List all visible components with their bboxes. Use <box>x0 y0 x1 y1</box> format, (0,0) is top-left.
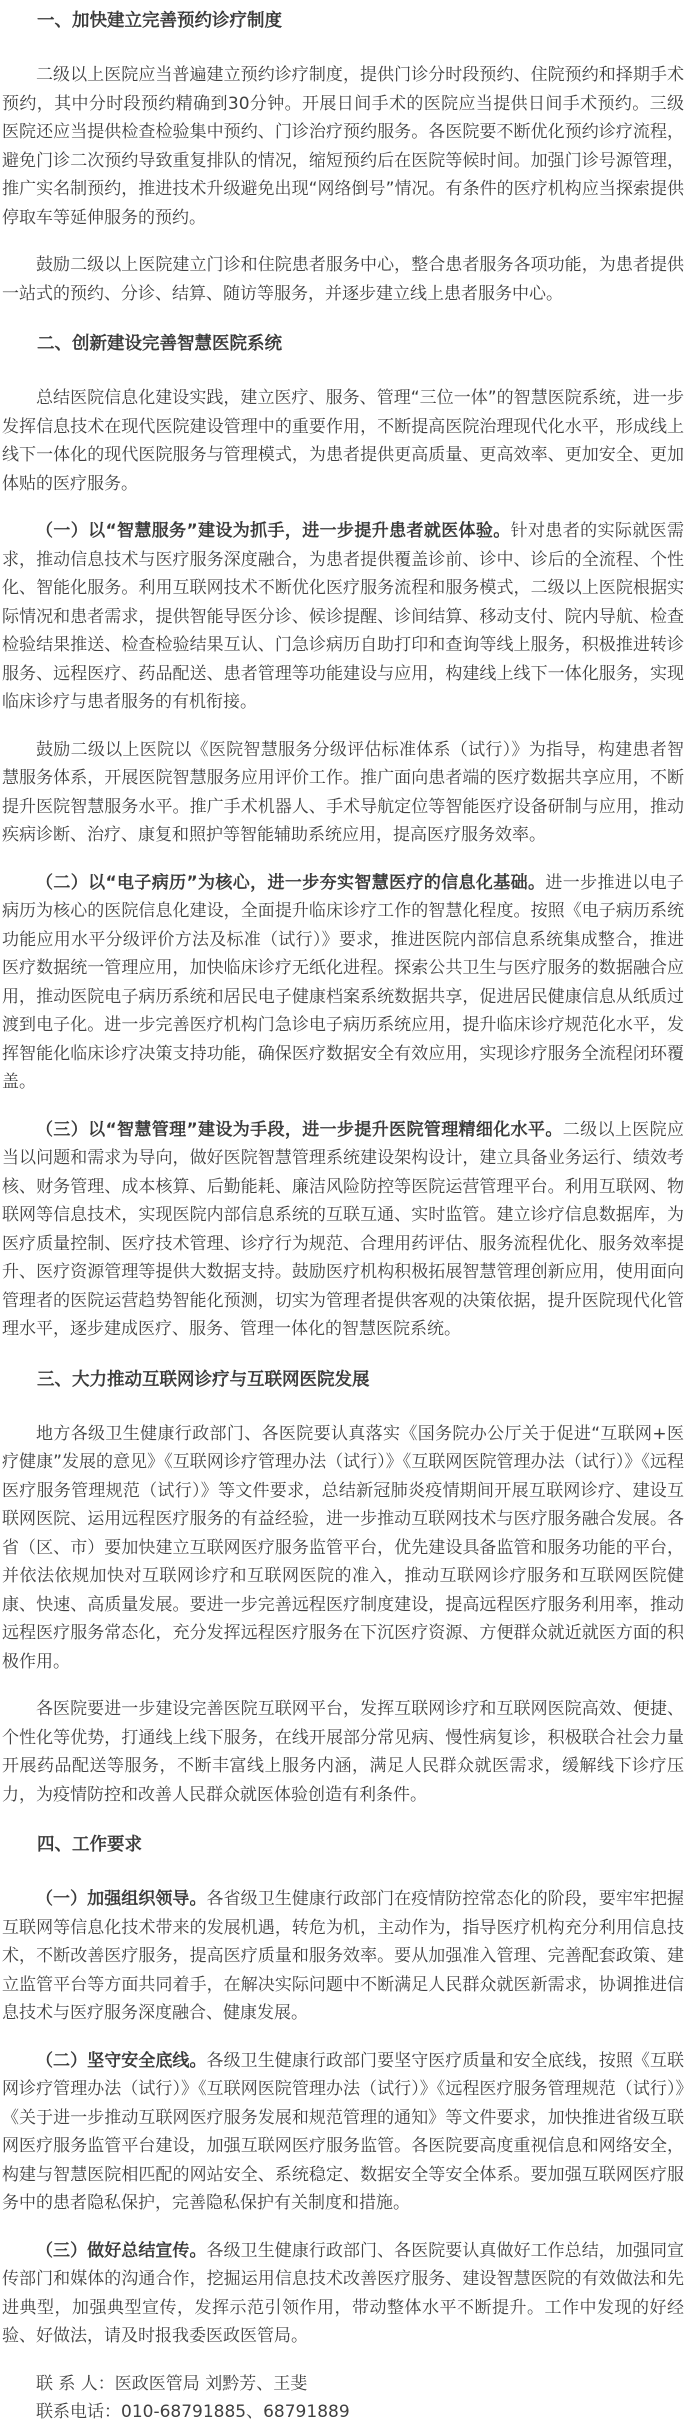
paragraph-lead: （三）做好总结宣传。 <box>36 2240 207 2261</box>
section-heading: 四、工作要求 <box>37 1835 142 1855</box>
paragraph: 二级以上医院应当普遍建立预约诊疗制度，提供门诊分时段预约、住院预约和择期手术预约，其中分时段预约精确到30分钟。开展日间手术的医院应当提供日间手术预约。三级医院还应当提供检查检验集中预约、门诊治疗预约服务。各医院要不断优化预约诊疗流程，避免门诊二次预约导致重复排队的情况，缩短预约后在医院等候时间。加强门诊号源管理，推广实名制预约，推进技术升级避免出现“网络倒号”情况。有条件的医疗机构应当探索提供停取车等延伸服务的预约。 <box>2 65 684 228</box>
section-heading: 一、加快建立完善预约诊疗制度 <box>37 11 282 31</box>
contact-phone-line: 联系电话：010-68791885、68791889 <box>36 2402 350 2422</box>
paragraph-lead: （二）以“电子病历”为核心，进一步夯实智慧医疗的信息化基础。 <box>36 872 546 893</box>
paragraph-lead: （三）以“智慧管理”建设为手段，进一步提升医院管理精细化水平。 <box>36 1119 563 1140</box>
paragraph-lead: （二）坚守安全底线。 <box>36 2050 207 2071</box>
paragraph: 鼓励二级以上医院建立门诊和住院患者服务中心，整合患者服务各项功能，为患者提供一站式的预约、分诊、结算、随访等服务，并逐步建立线上患者服务中心。 <box>2 255 684 304</box>
paragraph-lead: （一）加强组织领导。 <box>36 1889 207 1909</box>
section-heading: 二、创新建设完善智慧医院系统 <box>37 334 282 354</box>
paragraph-lead: （一）以“智慧服务”建设为抓手，进一步提升患者就医体验。 <box>36 521 511 541</box>
section-heading: 三、大力推动互联网诊疗与互联网医院发展 <box>37 1369 370 1390</box>
document-body <box>2 7 684 2351</box>
paragraph: （三）以“智慧管理”建设为手段，进一步提升医院管理精细化水平。二级以上医院应当以问题和需求为导向，做好医院智慧管理系统建设架构设计，建立具备业务运行、绩效考核、财务管理、成本核算、后勤能耗、廉洁风险防控等医院运营管理平台。利用互联网、物联网等信息技术，实现医院内部信息系统的互联互通、实时监管。建立诊疗信息数据库，为医疗质量控制、医疗技术管理、诊疗行为规范、合理用药评估、服务流程优化、服务效率提升、医疗资源管理等提供大数据支持。鼓励医疗机构积极拓展智慧管理创新应用，使用面向管理者的医院运营趋势智能化预测，切实为管理者提供客观的决策依据，提升医院现代化管理水平，逐步建成医疗、服务、管理一体化的智慧医院系统。 <box>2 1119 684 1339</box>
paragraph: 总结医院信息化建设实践，建立医疗、服务、管理“三位一体”的智慧医院系统，进一步发挥信息技术在现代医院建设管理中的重要作用，不断提高医院治理现代化水平，形成线上线下一体化的现代医院服务与管理模式，为患者提供更高质量、更高效率、更加安全、更加体贴的医疗服务。 <box>2 388 684 494</box>
paragraph: （一）以“智慧服务”建设为抓手，进一步提升患者就医体验。针对患者的实际就医需求，推动信息技术与医疗服务深度融合，为患者提供覆盖诊前、诊中、诊后的全流程、个性化、智能化服务。利用互联网技术不断优化医疗服务流程和服务模式，二级以上医院根据实际情况和患者需求，提供智能导医分诊、候诊提醒、诊间结算、移动支付、院内导航、检查检验结果推送、检查检验结果互认、门急诊病历自助打印和查询等线上服务，积极推进转诊服务、远程医疗、药品配送、患者管理等功能建设与应用，构建线上线下一体化服务，实现临床诊疗与患者服务的有机衔接。 <box>2 521 684 712</box>
paragraph: （一）加强组织领导。各省级卫生健康行政部门在疫情防控常态化的阶段，要牢牢把握互联网等信息化技术带来的发展机遇，转危为机，主动作为，指导医疗机构充分利用信息技术，不断改善医疗服务，提高医疗质量和服务效率。要从加强准入管理、完善配套政策、建立监管平台等方面共同着手，在解决实际问题中不断满足人民群众就医新需求，协调推进信息技术与医疗服务深度融合、健康发展。 <box>2 1889 685 2023</box>
paragraph: 各医院要进一步建设完善医院互联网平台，发挥互联网诊疗和互联网医院高效、便捷、个性化等优势，打通线上线下服务，在线开展部分常见病、慢性病复诊，积极联合社会力量开展药品配送等服务，不断丰富线上服务内涵，满足人民群众就医需求，缓解线下诊疗压力，为疫情防控和改善人民群众就医体验创造有利条件。 <box>2 1699 684 1805</box>
contact-person-line: 联 系 人：医政医管局 刘黔芳、王斐 <box>36 2373 308 2394</box>
paragraph: （三）做好总结宣传。各级卫生健康行政部门、各医院要认真做好工作总结，加强同宣传部门和媒体的沟通合作，挖掘运用信息技术改善医疗服务、建设智慧医院的有效做法和先进典型，加强典型宣传，发挥示范引领作用，带动整体水平不断提升。工作中发现的好经验、好做法，请及时报我委医政医管局。 <box>2 2240 685 2346</box>
paragraph: （二）坚守安全底线。各级卫生健康行政部门要坚守医疗质量和安全底线，按照《互联网诊疗管理办法（试行）》《互联网医院管理办法（试行）》《远程医疗服务管理规范（试行）》《关于进一步推动互联网医疗服务发展和规范管理的通知》等文件要求，加快推进省级互联网医疗服务监管平台建设，加强互联网医疗服务监管。各医院要高度重视信息和网络安全，构建与智慧医院相匹配的网站安全、系统稳定、数据安全等安全体系。要加强互联网医疗服务中的患者隐私保护，完善隐私保护有关制度和措施。 <box>2 2050 685 2213</box>
paragraph: 地方各级卫生健康行政部门、各医院要认真落实《国务院办公厅关于促进“互联网+医疗健康”发展的意见》《互联网诊疗管理办法（试行）》《互联网医院管理办法（试行）》《远程医疗服务管理规范（试行）》等文件要求，总结新冠肺炎疫情期间开展互联网诊疗、建设互联网医院、运用远程医疗服务的有益经验，进一步推动互联网技术与医疗服务融合发展。各省（区、市）要加快建立互联网医疗服务监管平台，优先建设具备监管和服务功能的平台，并依法依规加快对互联网诊疗和互联网医院的准入，推动互联网诊疗服务和互联网医院健康、快速、高质量发展。要进一步完善远程医疗制度建设，提高远程医疗服务利用率，推动远程医疗服务常态化，充分发挥远程医疗服务在下沉医疗资源、方便群众就近就医方面的积极作用。 <box>2 1423 684 1672</box>
paragraph: 鼓励二级以上医院以《医院智慧服务分级评估标准体系（试行）》为指导，构建患者智慧服务体系，开展医院智慧服务应用评价工作。推广面向患者端的医疗数据共享应用，不断提升医院智慧服务水平。推广手术机器人、手术导航定位等智能医疗设备研制与应用，推动疾病诊断、治疗、康复和照护等智能辅助系统应用，提高医疗服务效率。 <box>2 739 684 845</box>
paragraph: （二）以“电子病历”为核心，进一步夯实智慧医疗的信息化基础。进一步推进以电子病历为核心的医院信息化建设，全面提升临床诊疗工作的智慧化程度。按照《电子病历系统功能应用水平分级评价方法及标准（试行）》要求，推进医院内部信息系统集成整合，推进医疗数据统一管理应用，加快临床诊疗无纸化进程。探索公共卫生与医疗服务的数据融合应用，推动医院电子病历系统和居民电子健康档案系统数据共享，促进居民健康信息从纸质过渡到电子化。进一步完善医疗机构门急诊电子病历系统应用，提升临床诊疗规范化水平，发挥智能化临床诊疗决策支持功能，确保医疗数据安全有效应用，实现诊疗服务全流程闭环覆盖。 <box>2 872 684 1092</box>
